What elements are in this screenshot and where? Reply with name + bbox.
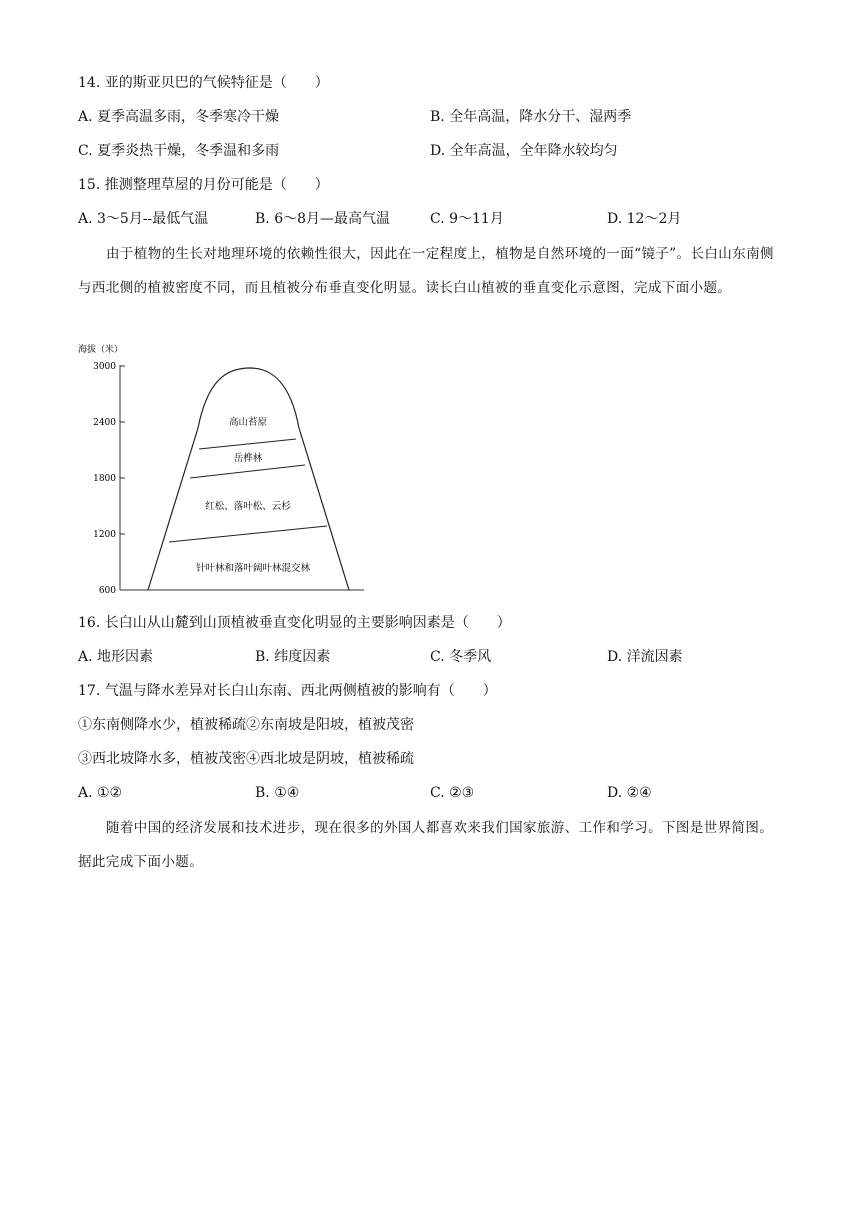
q15-option-b: B. 6～8月—最高气温 <box>255 211 391 227</box>
q16-option-a: A. 地形因素 <box>78 649 154 665</box>
boundary-birch-pine <box>190 465 305 478</box>
q16-option-b: B. 纬度因素 <box>255 649 331 665</box>
y-tick-label: 1200 <box>93 530 116 540</box>
q15-stem: 15. 推测整理草屋的月份可能是（ ） <box>78 177 329 193</box>
q17-statement-1: ①东南侧降水少，植被稀疏②东南坡是阳坡，植被茂密 <box>78 717 414 733</box>
passage-2 <box>78 811 778 879</box>
y-axis-label: 海拔（米） <box>78 345 124 355</box>
boundary-pine-mixed <box>169 526 327 542</box>
q17-option-d: D. ②④ <box>607 785 652 801</box>
mountain-outline <box>148 368 349 590</box>
q14-stem: 14. 亚的斯亚贝巴的气候特征是（ ） <box>78 75 329 91</box>
zone-label-pine: 红松、落叶松、云杉 <box>205 501 291 512</box>
zone-label-mixed: 针叶林和落叶阔叶林混交林 <box>195 563 311 574</box>
vegetation-diagram <box>78 338 378 600</box>
passage-2-text: 随着中国的经济发展和技术进步，现在很多的外国人都喜欢来我们国家旅游、工作和学习。下图是世界简图。据此完成下面小题。 <box>78 820 774 870</box>
q17-option-a: A. ①② <box>78 785 123 801</box>
q17-option-b: B. ①④ <box>255 785 300 801</box>
q17-stem: 17. 气温与降水差异对长白山东南、西北两侧植被的影响有（ ） <box>78 683 497 699</box>
zone-label-tundra: 高山苔原 <box>228 417 268 428</box>
q17-statement-2: ③西北坡降水多，植被茂密④西北坡是阴坡，植被稀疏 <box>78 751 414 767</box>
q17-option-c: C. ②③ <box>430 785 475 801</box>
q14-option-c: C. 夏季炎热干燥，冬季温和多雨 <box>78 143 280 159</box>
zone-label-birch: 岳桦林 <box>233 453 263 464</box>
passage-1 <box>78 237 778 305</box>
y-tick-label: 600 <box>98 586 116 596</box>
y-tick-label: 3000 <box>93 362 116 372</box>
passage-1-text: 由于植物的生长对地理环境的依赖性很大，因此在一定程度上，植物是自然环境的一面“镜子”。长白山东南侧与西北侧的植被密度不同，而且植被分布垂直变化明显。读长白山植被的垂直变化示意图，完成下面小题。 <box>78 246 774 296</box>
q14-option-d: D. 全年高温，全年降水较均匀 <box>430 143 618 159</box>
y-tick-label: 1800 <box>93 474 116 484</box>
boundary-tundra-birch <box>199 439 296 449</box>
q14-option-b: B. 全年高温，降水分干、湿两季 <box>430 109 632 125</box>
q16-option-c: C. 冬季风 <box>430 649 492 665</box>
q16-option-d: D. 洋流因素 <box>607 649 683 665</box>
q15-option-c: C. 9～11月 <box>430 211 504 227</box>
q16-stem: 16. 长白山从山麓到山顶植被垂直变化明显的主要影响因素是（ ） <box>78 615 511 631</box>
q14-option-a: A. 夏季高温多雨，冬季寒冷干燥 <box>78 109 280 125</box>
y-tick-label: 2400 <box>93 418 116 428</box>
q15-option-d: D. 12～2月 <box>607 211 682 227</box>
q15-option-a: A. 3～5月--最低气温 <box>78 211 209 227</box>
